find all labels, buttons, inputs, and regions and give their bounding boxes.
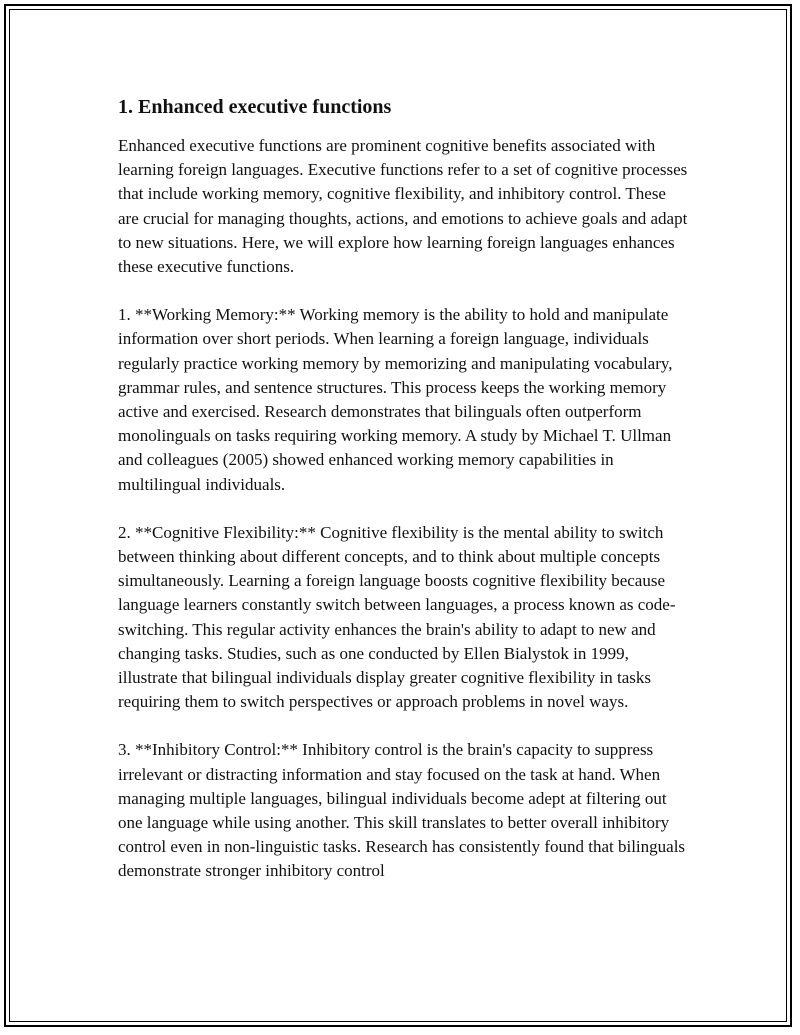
intro-paragraph: Enhanced executive functions are prominent cognitive benefits associated with learning foreign languages. Executive functions refer to a set of cognitive processes that include working memory, cognitive flexibility, and inhibitory control. These are crucial for managing thoughts, actions, and emotions to achieve goals and adapt to new situations. Here, we will explore how learning foreign languages enhances these executive functions.	[118, 136, 688, 277]
working-memory-paragraph: 1. **Working Memory:** Working memory is the ability to hold and manipulate information over short periods. When learning a foreign language, individuals regularly practice working memory by memorizing and manipulating vocabulary, grammar rules, and sentence structures. This process keeps the working memory active and exercised. Research demonstrates that bilinguals often outperform monolinguals on tasks requiring working memory. A study by Michael T. Ullman and colleagues (2005) showed enhanced working memory capabilities in multilingual individuals.	[118, 305, 673, 494]
section-heading: 1. Enhanced executive functions	[118, 96, 392, 118]
inhibitory-control-paragraph: 3. **Inhibitory Control:** Inhibitory control is the brain's capacity to suppress irrelevant or distracting information and stay focused on the task at hand. When managing multiple languages, bilingual individuals become adept at filtering out one language while using another. This skill translates to better overall inhibitory control even in non-linguistic tasks. Research has consistently found that bilinguals demonstrate stronger inhibitory control	[118, 740, 686, 881]
cognitive-flexibility-paragraph: 2. **Cognitive Flexibility:** Cognitive flexibility is the mental ability to switch between thinking about different concepts, and to think about multiple concepts simultaneously. Learning a foreign language boosts cognitive flexibility because language learners constantly switch between languages, a process known as code-switching. This regular activity enhances the brain's ability to adapt to new and changing tasks. Studies, such as one conducted by Ellen Bialystok in 1999, illustrate that bilingual individuals display greater cognitive flexibility in tasks requiring them to switch perspectives or approach problems in novel ways.	[118, 522, 676, 712]
document-body	[118, 94, 690, 908]
